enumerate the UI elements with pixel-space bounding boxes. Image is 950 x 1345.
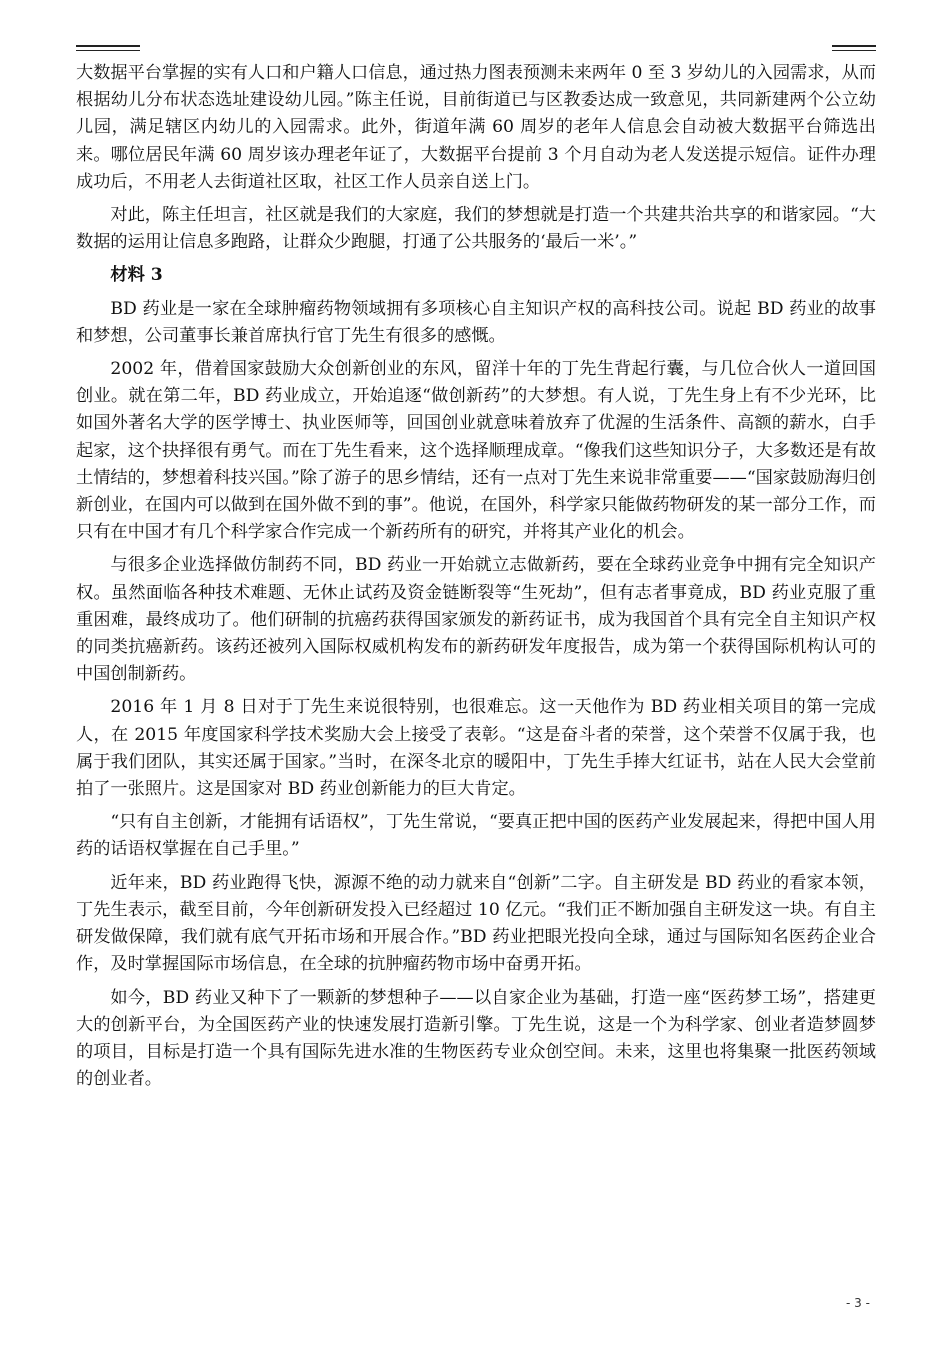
header-rule-right: [832, 45, 876, 51]
paragraph: 2002 年，借着国家鼓励大众创新创业的东风，留洋十年的丁先生背起行囊，与几位合伙人一道回国创业。就在第二年，BD 药业成立，开始追逐“做创新药”的大梦想。有人说，丁先生身上有不少光环，比如国外著名大学的医学博士、执业医师等，回国创业就意味着放弃了优渥的生活条件、高额的薪水，白手起家，这个抉择很有勇气。而在丁先生看来，这个选择顺理成章。“像我们这些知识分子，大多数还是有故土情结的，梦想着科技兴国。”除了游子的思乡情结，还有一点对丁先生来说非常重要——“国家鼓励海归创新创业，在国内可以做到在国外做不到的事”。他说，在国外，科学家只能做药物研发的某一部分工作，而只有在中国才有几个科学家合作完成一个新药所有的研究，并将其产业化的机会。: [76, 359, 876, 543]
paragraph: 如今，BD 药业又种下了一颗新的梦想种子——以自家企业为基础，打造一座“医药梦工场”，搭建更大的创新平台，为全国医药产业的快速发展打造新引擎。丁先生说，这是一个为科学家、创业者造梦圆梦的项目，目标是打造一个具有国际先进水准的生物医药专业众创空间。未来，这里也将集聚一批医药领域的创业者。: [76, 987, 876, 1090]
page-number: - 3 -: [846, 1296, 870, 1310]
paragraph: 2016 年 1 月 8 日对于丁先生来说很特别，也很难忘。这一天他作为 BD 药业相关项目的第一完成人，在 2015 年度国家科学技术奖励大会上接受了表彰。“这是奋斗者的荣誉，这个荣誉不仅属于我，也属于我们团队，其实还属于国家。”当时，在深冬北京的暖阳中，丁先生手捧大红证书，站在人民大会堂前拍了一张照片。这是国家对 BD 药业创新能力的巨大肯定。: [76, 697, 876, 800]
document-body: [76, 60, 876, 1099]
paragraph: 近年来，BD 药业跑得飞快，源源不绝的动力就来自“创新”二字。自主研发是 BD 药业的看家本领，丁先生表示，截至目前，今年创新研发投入已经超过 10 亿元。“我们正不断加强自主研发这一块。有自主研发做保障，我们就有底气开拓市场和开展合作。”BD 药业把眼光投向全球，通过与国际知名医药企业合作，及时掌握国际市场信息，在全球的抗肿瘤药物市场中奋勇开拓。: [76, 872, 876, 975]
paragraph: BD 药业是一家在全球肿瘤药物领域拥有多项核心自主知识产权的高科技公司。说起 BD 药业的故事和梦想，公司董事长兼首席执行官丁先生有很多的感慨。: [76, 298, 876, 346]
paragraph: 对此，陈主任坦言，社区就是我们的大家庭，我们的梦想就是打造一个共建共治共享的和谐家园。“大数据的运用让信息多跑路，让群众少跑腿，打通了公共服务的‘最后一米’。”: [76, 205, 876, 253]
section-heading: 材料 3: [110, 265, 163, 286]
paragraph: “只有自主创新，才能拥有话语权”，丁先生常说，“要真正把中国的医药产业发展起来，得把中国人用药的话语权掌握在自己手里。”: [76, 812, 876, 860]
header-rule-left: [76, 45, 140, 51]
paragraph-continued: 大数据平台掌握的实有人口和户籍人口信息，通过热力图表预测未来两年 0 至 3 岁幼儿的入园需求，从而根据幼儿分布状态选址建设幼儿园。”陈主任说，目前街道已与区教委达成一致意见，共同新建两个公立幼儿园，满足辖区内幼儿的入园需求。此外，街道年满 60 周岁的老年人信息会自动被大数据平台筛选出来。哪位居民年满 60 周岁该办理老年证了，大数据平台提前 3 个月自动为老人发送提示短信。证件办理成功后，不用老人去街道社区取，社区工作人员亲自送上门。: [76, 63, 876, 192]
paragraph: 与很多企业选择做仿制药不同，BD 药业一开始就立志做新药，要在全球药业竞争中拥有完全知识产权。虽然面临各种技术难题、无休止试药及资金链断裂等“生死劫”，但有志者事竟成，BD 药业克服了重重困难，最终成功了。他们研制的抗癌药获得国家颁发的新药证书，成为我国首个具有完全自主知识产权的同类抗癌新药。该药还被列入国际权威机构发布的新药研发年度报告，成为第一个获得国际机构认可的中国创制新药。: [76, 555, 876, 685]
